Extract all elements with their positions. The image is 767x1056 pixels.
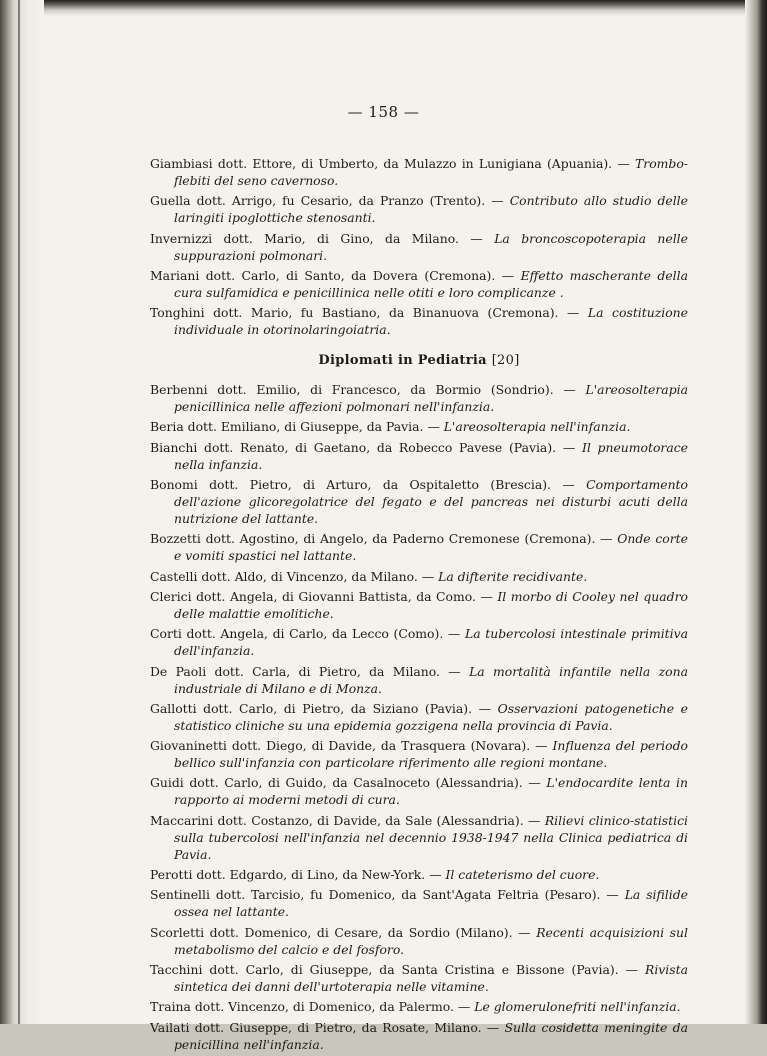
section-count: [20] — [491, 353, 520, 369]
book-binding-edge — [0, 0, 44, 1024]
graduate-entry — [150, 924, 688, 958]
thesis-title: Il morbo di Cooley nel quadro delle malattie emolitiche. — [174, 588, 688, 621]
thesis-title: La sifilide ossea nel lattante. — [174, 887, 688, 920]
graduate-name: Beria dott. Emiliano, di Giuseppe, da Pavia. — — [150, 419, 440, 435]
page-number: — 158 — — [347, 103, 420, 121]
graduate-entry — [150, 568, 688, 585]
graduate-name: Castelli dott. Aldo, di Vincenzo, da Milano. — — [150, 568, 435, 584]
page-top-shadow — [0, 0, 767, 16]
graduate-name: Traina dott. Vincenzo, di Domenico, da Palermo. — — [150, 999, 471, 1015]
graduate-name: Giambiasi dott. Ettore, di Umberto, da Mulazzo in Lunigiana (Apuania). — — [150, 156, 630, 171]
thesis-title: Contributo allo studio delle laringiti ipoglottiche stenosanti. — [174, 193, 688, 226]
graduate-entry — [150, 267, 688, 301]
thesis-title: La costituzione individuale in otorinolaringoiatria. — [174, 305, 688, 338]
section-heading — [150, 352, 688, 369]
graduate-name: Invernizzi dott. Mario, di Gino, da Milano. — — [150, 230, 483, 246]
graduate-name: Tonghini dott. Mario, fu Bastiano, da Binanuova (Cremona). — — [150, 305, 580, 321]
thesis-title: Rivista sintetica dei danni dell'urtoterapia nelle vitamine. — [174, 961, 688, 994]
graduate-entry — [150, 192, 688, 226]
entries-pediatria — [150, 381, 688, 1052]
thesis-title: Osservazioni patogenetiche e statistico cliniche su una epidemia gozzigena nella provincia di Pavia. — [174, 700, 688, 733]
section-title: Diplomati in Pediatria — [318, 353, 487, 369]
thesis-title: Recenti acquisizioni sul metabolismo del calcio e del fosforo. — [174, 924, 688, 957]
page-right-edge — [745, 0, 767, 1024]
graduate-entry — [150, 700, 688, 734]
graduate-name: Tacchini dott. Carlo, di Giuseppe, da Santa Cristina e Bissone (Pavia). — — [150, 961, 639, 977]
graduate-entry — [150, 155, 688, 189]
graduate-name: Bianchi dott. Renato, di Gaetano, da Robecco Pavese (Pavia). — — [150, 439, 576, 455]
graduate-name: De Paoli dott. Carla, di Pietro, da Milano. — — [150, 663, 461, 679]
graduate-entry — [150, 961, 688, 995]
entries-otorinolaringoiatria — [150, 155, 688, 338]
thesis-list — [150, 155, 688, 1056]
graduate-entry — [150, 886, 688, 920]
graduate-entry — [150, 663, 688, 697]
thesis-title: Le glomerulonefriti nell'infanzia. — [474, 999, 681, 1015]
thesis-title: L'areosolterapia penicillinica nelle affezioni polmonari nell'infanzia. — [174, 382, 688, 415]
graduate-entry — [150, 476, 688, 527]
graduate-entry — [150, 304, 688, 338]
graduate-name: Giovaninetti dott. Diego, di Davide, da Trasquera (Novara). — — [150, 738, 548, 754]
graduate-name: Guidi dott. Carlo, di Guido, da Casalnoceto (Alessandria). — — [150, 775, 541, 791]
thesis-title: Il cateterismo del cuore. — [445, 867, 600, 883]
graduate-entry — [150, 866, 688, 883]
graduate-name: Bonomi dott. Pietro, di Arturo, da Ospitaletto (Brescia). — — [150, 477, 575, 493]
thesis-title: Sulla cosidetta meningite da penicillina nell'infanzia. — [174, 1019, 688, 1052]
thesis-title: Trombo-flebiti del seno cavernoso. — [174, 156, 688, 188]
graduate-name: Scorletti dott. Domenico, di Cesare, da Sordio (Milano). — — [150, 924, 531, 940]
graduate-entry — [150, 625, 688, 659]
graduate-name: Guella dott. Arrigo, fu Cesario, da Pranzo (Trento). — — [150, 193, 504, 209]
graduate-entry — [150, 439, 688, 473]
graduate-name: Berbenni dott. Emilio, di Francesco, da Bormio (Sondrio). — — [150, 382, 576, 398]
graduate-name: Gallotti dott. Carlo, di Pietro, da Siziano (Pavia). — — [150, 700, 491, 716]
thesis-title: Onde corte e vomiti spastici nel lattante. — [174, 531, 688, 564]
graduate-name: Mariani dott. Carlo, di Santo, da Dovera (Cremona). — — [150, 267, 515, 283]
thesis-title: Rilievi clinico-statistici sulla tubercolosi nell'infanzia nel decennio 1938-1947 nella Clinica pediatrica di Pavia. — [174, 812, 688, 862]
graduate-name: Corti dott. Angela, di Carlo, da Lecco (Como). — — [150, 626, 461, 642]
thesis-title: Influenza del periodo bellico sull'infanzia con particolare riferimento alle regioni montane. — [174, 738, 688, 771]
thesis-title: Il pneumotorace nella infanzia. — [174, 439, 688, 472]
thesis-title: Effetto mascherante della cura sulfamidica e penicillinica nelle otiti e loro complicanze . — [174, 267, 688, 300]
graduate-entry — [150, 230, 688, 264]
graduate-entry — [150, 737, 688, 771]
graduate-entry — [150, 530, 688, 564]
thesis-title: Comportamento dell'azione glicoregolatrice del fegato e del pancreas nei disturbi acuti della nutrizione del lattante. — [174, 477, 688, 527]
graduate-entry — [150, 774, 688, 808]
graduate-name: Maccarini dott. Costanzo, di Davide, da Sale (Alessandria). — — [150, 812, 541, 828]
graduate-entry — [150, 381, 688, 415]
graduate-entry — [150, 998, 688, 1015]
graduate-name: Bozzetti dott. Agostino, di Angelo, da Paderno Cremonese (Cremona). — — [150, 531, 613, 547]
graduate-entry — [150, 812, 688, 863]
thesis-title: L'areosolterapia nell'infanzia. — [443, 419, 631, 435]
graduate-entry — [150, 418, 688, 435]
graduate-name: Perotti dott. Edgardo, di Lino, da New-York. — — [150, 867, 442, 883]
thesis-title: La difterite recidivante. — [438, 568, 588, 584]
graduate-name: Clerici dott. Angela, di Giovanni Battista, da Como. — — [150, 588, 493, 604]
thesis-title: La mortalità infantile nella zona industriale di Milano e di Monza. — [174, 663, 688, 696]
graduate-entry — [150, 1019, 688, 1053]
graduate-name: Sentinelli dott. Tarcisio, fu Domenico, da Sant'Agata Feltria (Pesaro). — — [150, 887, 619, 903]
thesis-title: L'endocardite lenta in rapporto ai moderni metodi di cura. — [174, 775, 688, 808]
graduate-entry — [150, 588, 688, 622]
thesis-title: La broncoscopoterapia nelle suppurazioni polmonari. — [174, 230, 688, 263]
thesis-title: La tubercolosi intestinale primitiva dell'infanzia. — [174, 626, 688, 659]
graduate-name: Vailati dott. Giuseppe, di Pietro, da Rosate, Milano. — — [150, 1019, 500, 1035]
